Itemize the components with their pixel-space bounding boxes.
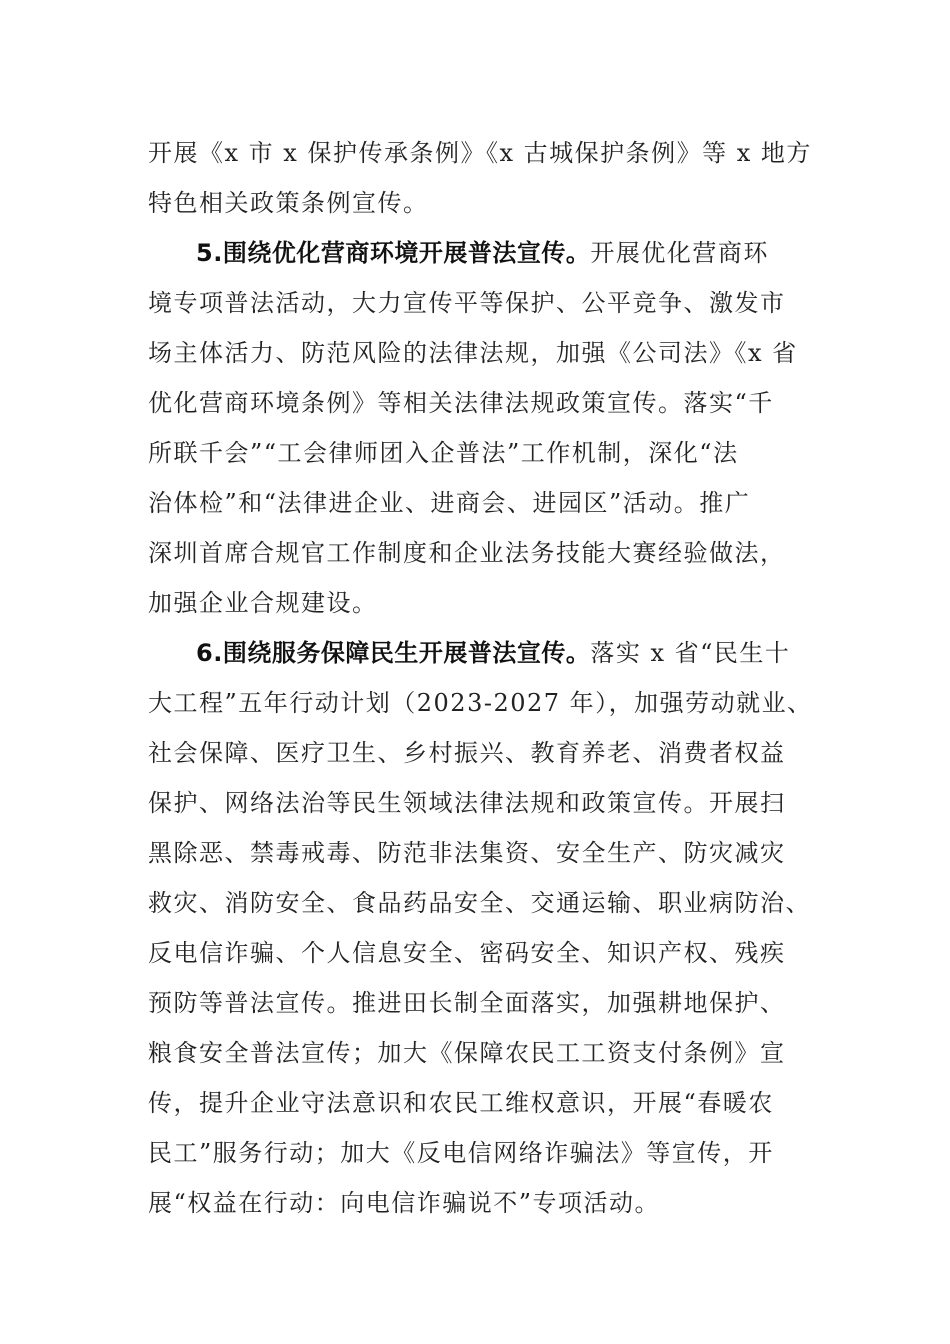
text-line: 黑除恶、禁毒戒毒、防范非法集资、安全生产、防灾减灾 (148, 839, 786, 867)
text-line: 治体检”和“法律进企业、进商会、进园区”活动。推广 (148, 489, 751, 517)
text-line: 救灾、消防安全、食品药品安全、交通运输、职业病防治、 (148, 889, 811, 917)
section-heading-6: 6.围绕服务保障民生开展普法宣传。 (196, 639, 591, 667)
text-line: 境专项普法活动，大力宣传平等保护、公平竞争、激发市 (148, 289, 786, 317)
text-line: 社会保障、医疗卫生、乡村振兴、教育养老、消费者权益 (148, 739, 786, 767)
document-body (148, 128, 813, 1228)
paragraph-3 (148, 628, 813, 1228)
text-run: 落实 x 省“民生十 (590, 639, 791, 667)
text-run: 开展优化营商环 (590, 239, 769, 267)
paragraph-first-line (148, 628, 808, 678)
text-line: 粮食安全普法宣传；加大《保障农民工工资支付条例》宣 (148, 1039, 786, 1067)
text-line: 大工程”五年行动计划（2023-2027 年），加强劳动就业、 (148, 689, 813, 717)
paragraph-1 (148, 128, 812, 228)
text-line: 场主体活力、防范风险的法律法规，加强《公司法》《x 省 (148, 339, 798, 367)
text-line: 开展《x 市 x 保护传承条例》《x 古城保护条例》等 x 地方 (148, 139, 812, 167)
text-line: 传，提升企业守法意识和农民工维权意识，开展“春暖农 (148, 1089, 774, 1117)
text-line: 民工”服务行动；加大《反电信网络诈骗法》等宣传，开 (148, 1139, 774, 1167)
text-line: 加强企业合规建设。 (148, 589, 378, 617)
text-line: 展“权益在行动：向电信诈骗说不”专项活动。 (148, 1189, 661, 1217)
section-heading-5: 5.围绕优化营商环境开展普法宣传。 (196, 239, 591, 267)
paragraph-first-line (148, 228, 808, 278)
text-line: 深圳首席合规官工作制度和企业法务技能大赛经验做法， (148, 539, 786, 567)
text-line: 所联千会”“工会律师团入企普法”工作机制，深化“法 (148, 439, 739, 467)
text-line: 保护、网络法治等民生领域法律法规和政策宣传。开展扫 (148, 789, 786, 817)
text-line: 预防等普法宣传。推进田长制全面落实，加强耕地保护、 (148, 989, 786, 1017)
paragraph-2 (148, 228, 808, 628)
text-line: 反电信诈骗、个人信息安全、密码安全、知识产权、残疾 (148, 939, 786, 967)
text-line: 优化营商环境条例》等相关法律法规政策宣传。落实“千 (148, 389, 774, 417)
text-line: 特色相关政策条例宣传。 (148, 189, 429, 217)
